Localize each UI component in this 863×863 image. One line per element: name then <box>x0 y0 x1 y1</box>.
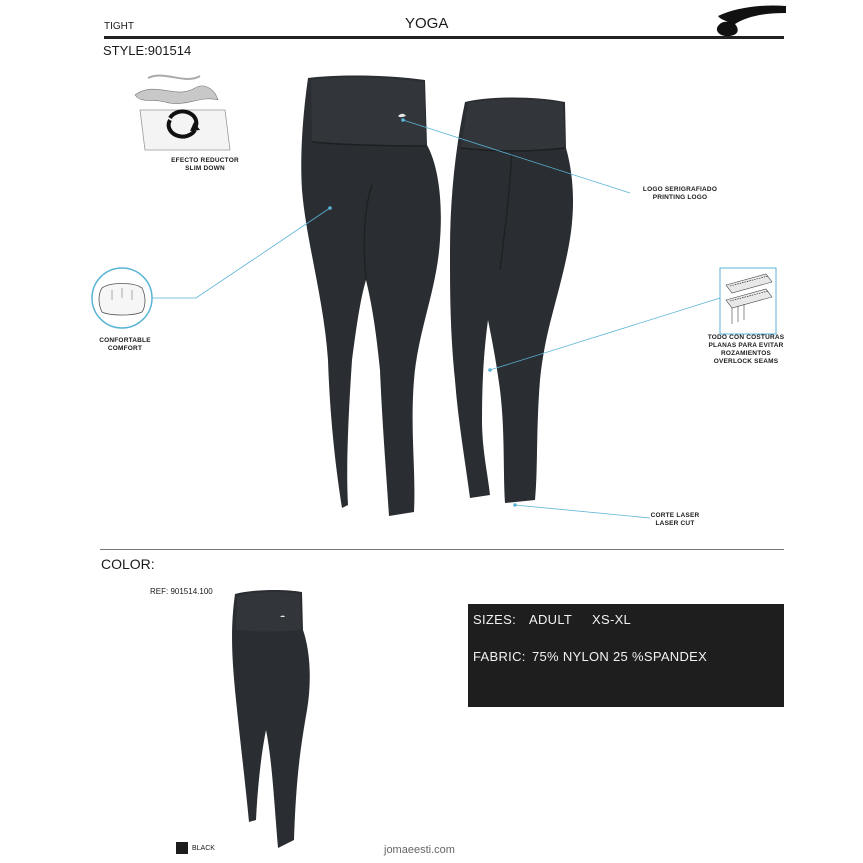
watermark: jomaeesti.com <box>384 844 455 856</box>
callout-seams-line-4: OVERLOCK SEAMS <box>713 358 779 365</box>
section-divider <box>100 549 784 550</box>
callout-overlock-seams <box>696 334 796 366</box>
callout-laser-line-2: LASER CUT <box>655 520 695 527</box>
color-swatch <box>176 842 188 854</box>
callout-logo-line-2: PRINTING LOGO <box>652 194 708 201</box>
callout-slim-line-2: SLIM DOWN <box>185 165 225 172</box>
sizes-range: XS-XL <box>592 612 632 627</box>
specs-panel <box>468 604 784 707</box>
color-swatch-label: BLACK <box>192 845 215 852</box>
style-number: STYLE:901514 <box>103 43 192 58</box>
callout-comfort-line-1: CONFORTABLE <box>99 337 151 344</box>
callout-seams-line-2: PLANAS PARA EVITAR <box>708 342 784 349</box>
legging-back <box>450 98 573 504</box>
callout-slim-line-1: EFECTO REDUCTOR <box>171 157 239 164</box>
callout-laser-line-1: CORTE LASER <box>650 512 700 519</box>
sizes-group: ADULT <box>529 612 573 627</box>
callout-printing-logo <box>630 186 730 202</box>
sizes-label: SIZES: <box>473 612 516 627</box>
reference-number: REF: 901514.100 <box>150 587 213 596</box>
category-label: TIGHT <box>104 21 134 32</box>
callout-seams-line-1: TODO CON COSTURAS <box>707 334 785 341</box>
callout-comfort <box>82 337 168 353</box>
callout-logo-line-1: LOGO SERIGRAFIADO <box>642 186 718 193</box>
callout-seams-line-3: ROZAMIENTOS <box>720 350 772 357</box>
callout-comfort-line-2: COMFORT <box>107 345 143 352</box>
callout-laser-cut <box>635 512 715 528</box>
pillow-icon <box>92 268 152 328</box>
fabric-value: 75% NYLON 25 %SPANDEX <box>532 649 708 664</box>
legging-front <box>301 76 441 516</box>
fabric-label: FABRIC: <box>473 649 526 664</box>
page-title: YOGA <box>405 15 449 32</box>
callout-slim-down <box>160 157 250 173</box>
color-heading: COLOR: <box>101 556 155 572</box>
legging-colorway <box>232 590 310 848</box>
overlock-seams-icon <box>720 268 776 334</box>
slim-down-icon <box>135 76 230 150</box>
